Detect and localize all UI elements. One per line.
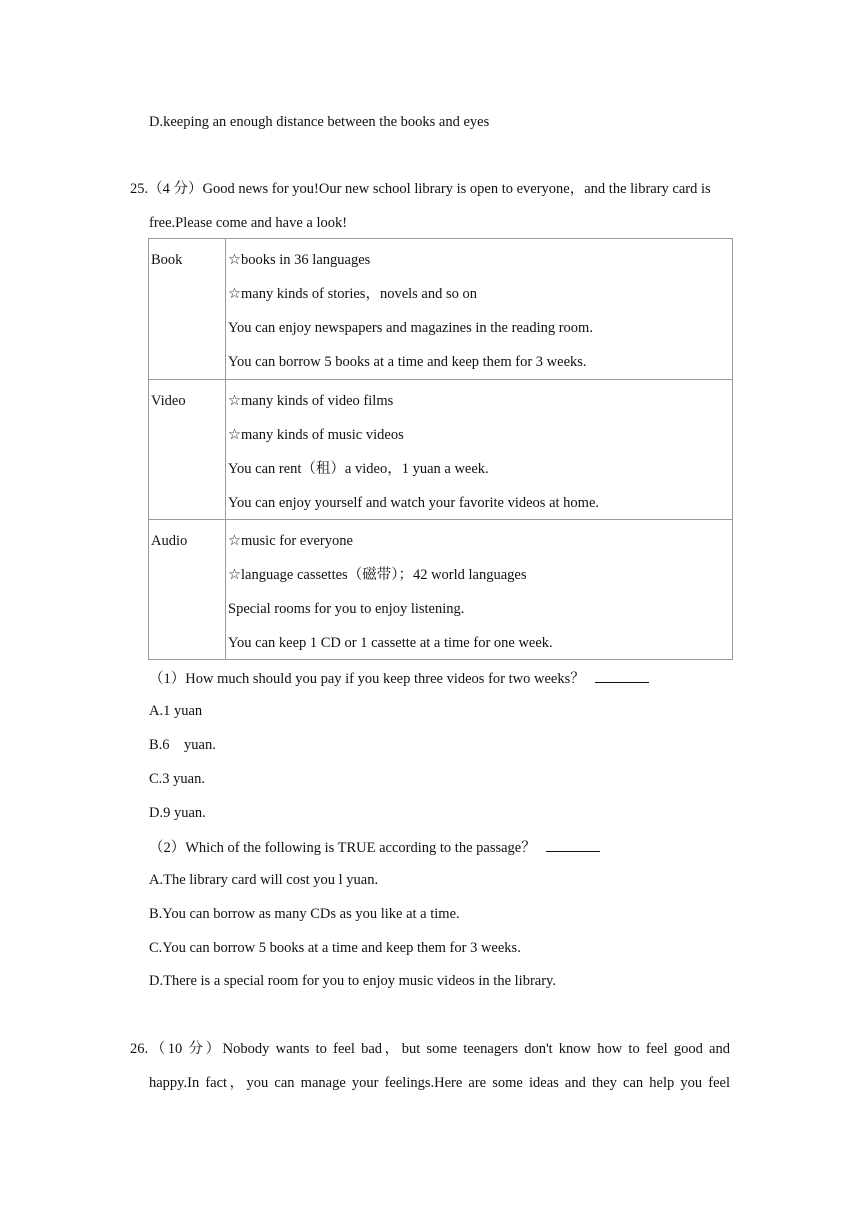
q25-intro-line2: free.Please come and have a look! <box>149 215 348 231</box>
table-row-video <box>149 380 733 520</box>
sub2-option-c: C.You can borrow 5 books at a time and keep them for 3 weeks. <box>149 940 521 956</box>
table-row-book <box>149 239 733 380</box>
video-line-2: ☆many kinds of music videos <box>228 427 404 443</box>
sub1-option-b: B.6 yuan. <box>149 737 216 753</box>
video-line-3: You can rent（租）a video，1 yuan a week. <box>228 461 489 477</box>
book-line-4: You can borrow 5 books at a time and keep them for 3 weeks. <box>228 354 587 370</box>
audio-line-2: ☆language cassettes（磁带）；42 world languages <box>228 567 527 583</box>
sub-question-2 <box>149 837 600 857</box>
audio-line-4: You can keep 1 CD or 1 cassette at a time for one week. <box>228 635 553 651</box>
sub-question-2-text: （2）Which of the following is TRUE according to the passage？ <box>149 840 536 856</box>
sub-question-1 <box>149 668 649 688</box>
book-line-3: You can enjoy newspapers and magazines in the reading room. <box>228 320 593 336</box>
sub1-option-c: C.3 yuan. <box>149 771 205 787</box>
answer-blank-1[interactable] <box>595 668 649 683</box>
sub2-option-d: D.There is a special room for you to enjoy music videos in the library. <box>149 973 556 989</box>
library-info-table <box>148 238 733 660</box>
sub2-option-a: A.The library card will cost you l yuan. <box>149 872 379 888</box>
q26-intro-line2: happy.In fact，you can manage your feelings.Here are some ideas and they can help you feel <box>149 1075 730 1091</box>
book-line-1: ☆books in 36 languages <box>228 252 371 268</box>
video-line-4: You can enjoy yourself and watch your favorite videos at home. <box>228 495 600 511</box>
sub1-option-d: D.9 yuan. <box>149 805 206 821</box>
book-line-2: ☆many kinds of stories，novels and so on <box>228 286 478 302</box>
prev-option-d: D.keeping an enough distance between the books and eyes <box>149 114 490 130</box>
q26-intro-line1: 26.（10 分）Nobody wants to feel bad，but some teenagers don't know how to feel good and <box>130 1041 730 1057</box>
video-line-1: ☆many kinds of video films <box>228 393 394 409</box>
audio-line-1: ☆music for everyone <box>228 533 353 549</box>
audio-line-3: Special rooms for you to enjoy listening. <box>228 601 465 617</box>
category-video: Video <box>151 393 186 409</box>
sub1-option-a: A.1 yuan <box>149 703 203 719</box>
q25-intro-line1: 25.（4 分）Good news for you!Our new school library is open to everyone，and the library card is <box>130 181 711 197</box>
table-row-audio <box>149 520 733 660</box>
category-audio: Audio <box>151 533 188 549</box>
sub-question-1-text: （1）How much should you pay if you keep three videos for two weeks？ <box>149 671 585 687</box>
category-book: Book <box>151 252 183 268</box>
answer-blank-2[interactable] <box>546 837 600 852</box>
sub2-option-b: B.You can borrow as many CDs as you like at a time. <box>149 906 460 922</box>
